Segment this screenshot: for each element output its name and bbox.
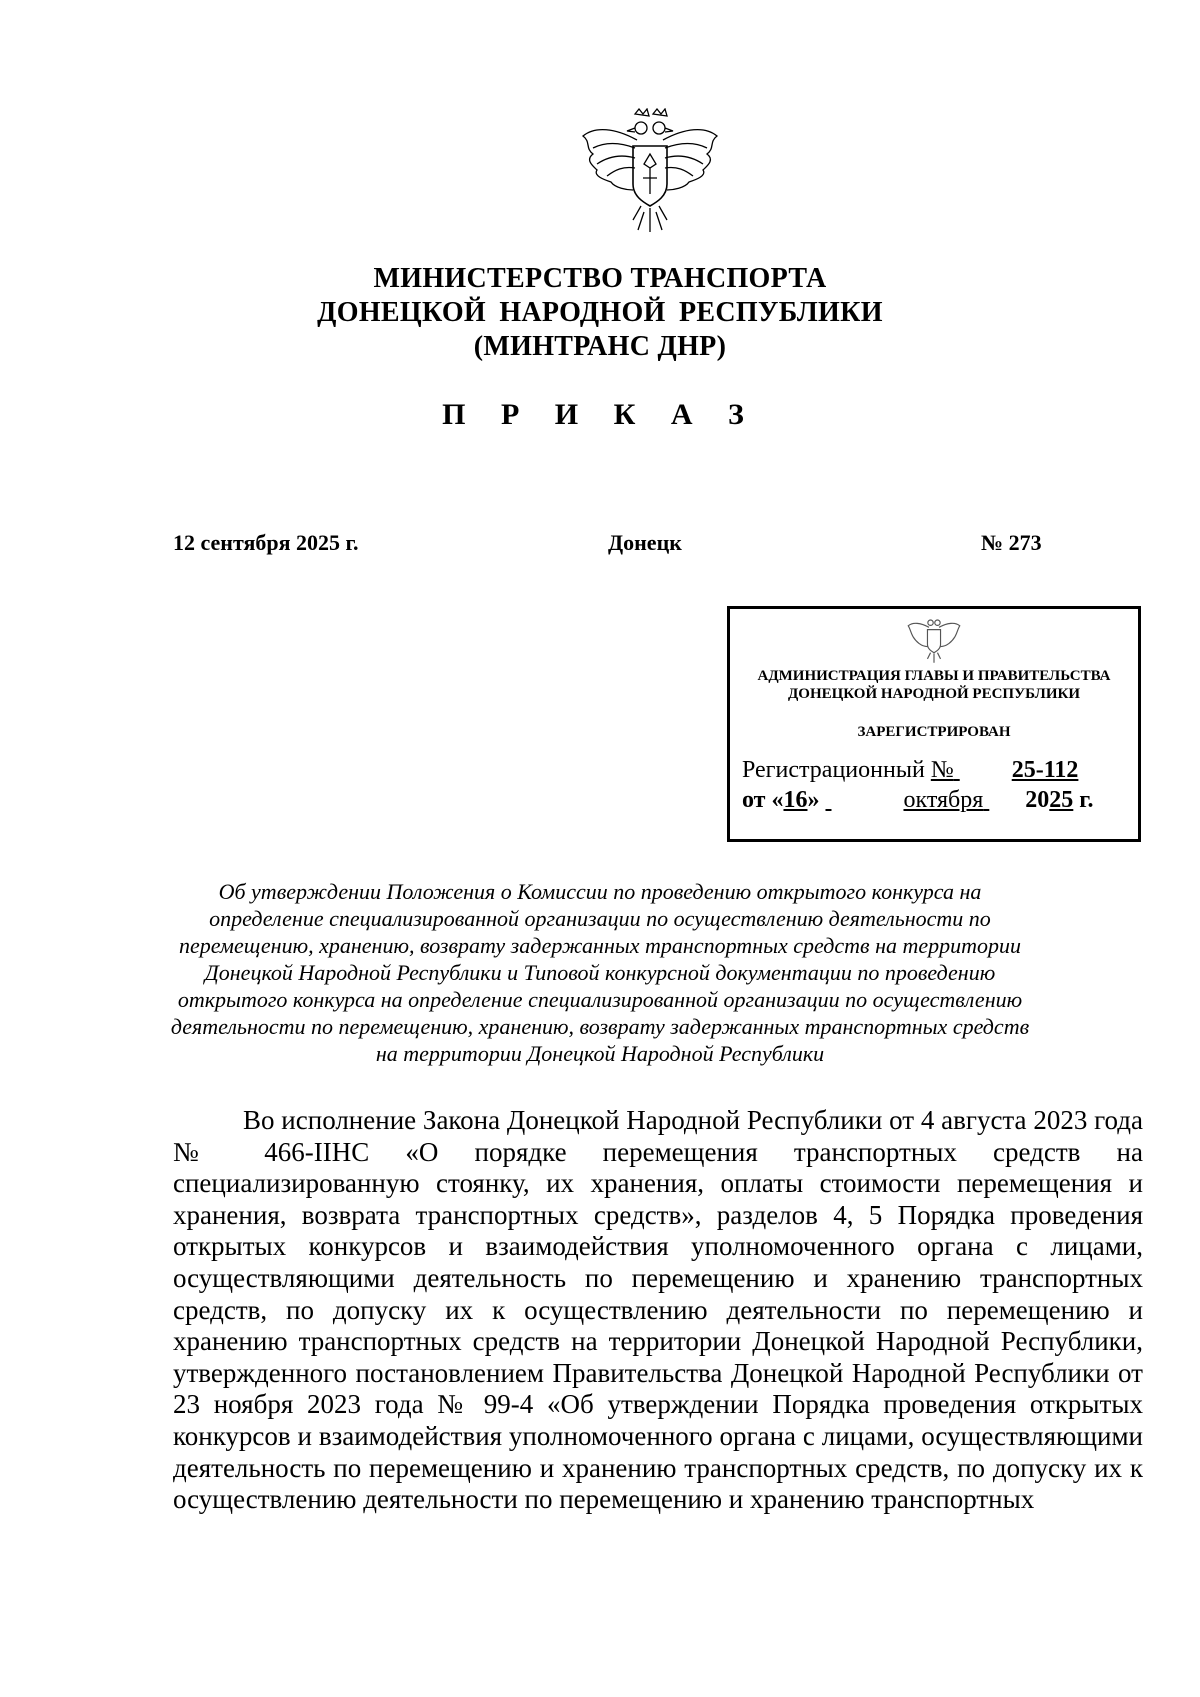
stamp-month-underline-right: [983, 787, 1019, 814]
order-number: № 273: [981, 530, 1042, 555]
ministry-name-line-2: ДОНЕЦКОЙ НАРОДНОЙ РЕСПУБЛИКИ: [317, 297, 883, 328]
document-type-title: П Р И К А З: [442, 398, 758, 431]
stamp-date-year-prefix: 20: [1025, 787, 1050, 813]
stamp-date-day: 16: [783, 787, 808, 813]
stamp-date-year-suffix: 25: [1049, 787, 1074, 813]
order-city: Донецк: [608, 530, 682, 555]
stamp-date-day-close: »: [807, 787, 820, 813]
stamp-status: ЗАРЕГИСТРИРОВАН: [857, 724, 1011, 740]
stamp-month-underline-left: [825, 787, 903, 814]
order-date: 12 сентября 2025 г.: [173, 530, 359, 555]
coat-of-arms-emblem: [575, 108, 725, 238]
order-subject: Об утверждении Положения о Комиссии по проведению открытого конкурса на определение специализированной организации по осуществлению деятельности по перемещению, хранению, возврату задержанных транспортных средств на территории Донецкой Народной Республики и Типовой конкурсной документации по проведению открытого конкурса на определение специализированной организации по осуществлению деятельности по перемещению, хранению, возврату задержанных транспортных средств на территории Донецкой Народной Республики: [170, 879, 1030, 1066]
registration-stamp: [727, 606, 1141, 842]
stamp-registration-line: [742, 757, 1078, 784]
ministry-abbreviation: (МИНТРАНС ДНР): [473, 331, 727, 362]
stamp-date-prefix: от «: [742, 787, 784, 813]
stamp-organization-line-2: ДОНЕЦКОЙ НАРОДНОЙ РЕСПУБЛИКИ: [787, 686, 1081, 702]
stamp-number-underline: [954, 757, 1012, 784]
stamp-number-sign: №: [930, 757, 954, 783]
stamp-date-month: октября: [903, 787, 984, 813]
stamp-registration-label: Регистрационный: [742, 757, 925, 783]
stamp-organization-line-1: АДМИНИСТРАЦИЯ ГЛАВЫ И ПРАВИТЕЛЬСТВА: [757, 668, 1111, 684]
stamp-date-line: [742, 787, 1094, 814]
stamp-emblem-icon: [900, 615, 968, 665]
order-body-paragraph: Во исполнение Закона Донецкой Народной Республики от 4 августа 2023 года № 466-IIНС «О порядке перемещения транспортных средств на специализированную стоянку, их хранения, оплаты стоимости перемещения и хранения, возврата транспортных средств», разделов 4, 5 Порядка проведения открытых конкурсов и взаимодействия уполномоченного органа с лицами, осуществляющими деятельность по перемещению и хранению транспортных средств, по допуску их к осуществлению деятельности по перемещению и хранению транспортных средств на территории Донецкой Народной Республики, утвержденного постановлением Правительства Донецкой Народной Республики от 23 ноября 2023 года № 99-4 «Об утверждении Порядка проведения открытых конкурсов и взаимодействия уполномоченного органа с лицами, осуществляющими деятельность по перемещению и хранению транспортных средств, по допуску их к осуществлению деятельности по перемещению и хранению транспортных: [173, 1105, 1143, 1515]
stamp-registration-number: 25-112: [1011, 757, 1079, 783]
ministry-name-line-1: МИНИСТЕРСТВО ТРАНСПОРТА: [373, 263, 827, 294]
stamp-date-year-unit: г.: [1079, 787, 1094, 813]
